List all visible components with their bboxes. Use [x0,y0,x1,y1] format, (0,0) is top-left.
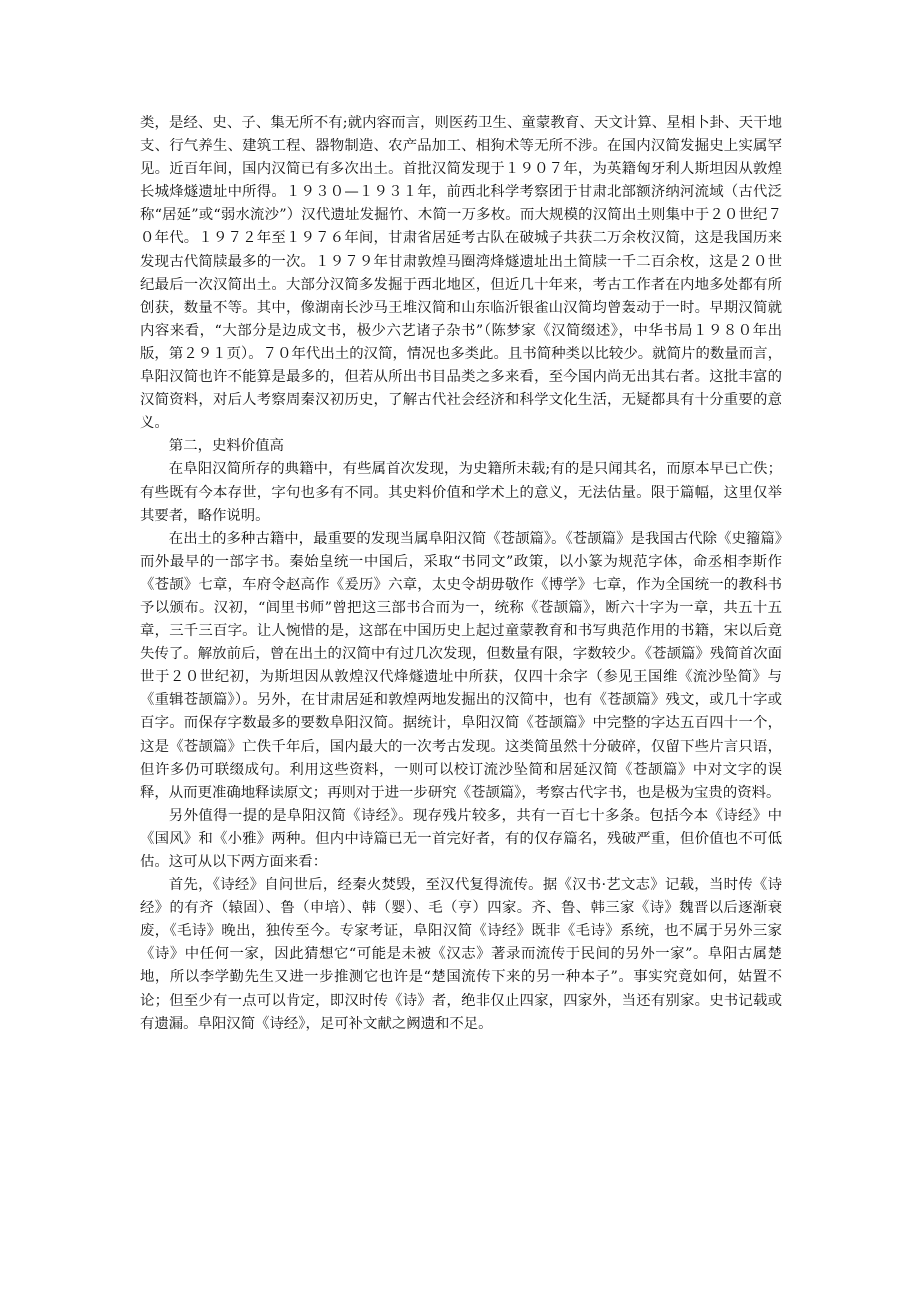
section-heading-second: 第二，史料价值高 [168,438,284,455]
paragraph-3: 在阜阳汉简所存的典籍中，有些属首次发现，为史籍所未载;有的是只闻其名，而原本早已亡佚；有些既有今本存世，字句也多有不同。其史料价值和学术上的意义，无法估量。限于篇幅，这里仅举其要者，略作说明。 [140,461,782,524]
paragraph-5: 另外值得一提的是阜阳汉简《诗经》。现存残片较多，共有一百七十多条。包括今本《诗经》中《国风》和《小雅》两种。但内中诗篇已无一首完好者，有的仅存篇名，残破严重，但价值也不可低估。这可从以下两方面来看： [140,807,782,870]
paragraph-1: 类，是经、史、子、集无所不有;就内容而言，则医药卫生、童蒙教育、天文计算、星相卜卦、天干地支、行气养生、建筑工程、器物制造、农产品加工、相狗术等无所不涉。在国内汉简发掘史上实属罕见。近百年间，国内汉简已有多次出土。首批汉简发现于１９０７年，为英籍匈牙利人斯坦因从敦煌长城烽燧遗址中所得。１９３０—１９３１年，前西北科学考察团于甘肃北部额济纳河流域（古代泛称“居延”或“弱水流沙”）汉代遗址发掘竹、木简一万多枚。而大规模的汉简出土则集中于２０世纪７０年代。１９７２年至１９７６年间，甘肃省居延考古队在破城子共获二万余枚汉简，这是我国历来发现古代简牍最多的一次。１９７９年甘肃敦煌马圈湾烽燧遗址出土简牍一千二百余枚，这是２０世纪最后一次汉简出土。大部分汉简多发掘于西北地区，但近几十年来，考古工作者在内地多处都有所创获，数量不等。其中，像湖南长沙马王堆汉简和山东临沂银雀山汉简均曾轰动于一时。早期汉简就内容来看，“大部分是边成文书，极少六艺诸子杂书”（陈梦家《汉简缀述》，中华书局１９８０年出版，第２９１页）。７０年代出土的汉简，情况也多类此。且书简种类以比较少。就简片的数量而言，阜阳汉简也许不能算是最多的，但若从所出书目品类之多来看，至今国内尚无出其右者。这批丰富的汉简资料，对后人考察周秦汉初历史，了解古代社会经济和科学文化生活，无疑都具有十分重要的意义。 [140,115,782,432]
document-body [140,112,782,1036]
paragraph-6: 首先，《诗经》自问世后，经秦火焚毁，至汉代复得流传。据《汉书·艺文志》记载，当时传《诗经》的有齐（辕固）、鲁（申培）、韩（婴）、毛（亨）四家。齐、鲁、韩三家《诗》魏晋以后逐渐衰废，《毛诗》晚出，独传至今。专家考证，阜阳汉简《诗经》既非《毛诗》系统，也不属于另外三家《诗》中任何一家，因此猜想它“可能是未被《汉志》著录而流传于民间的另外一家”。阜阳古属楚地，所以李学勤先生又进一步推测它也许是“楚国流传下来的另一种本子”。事实究竟如何，姑置不论；但至少有一点可以肯定，即汉时传《诗》者，绝非仅止四家，四家外，当还有别家。史书记载或有遗漏。阜阳汉简《诗经》，足可补文献之阙遗和不足。 [140,877,782,1032]
paragraph-4: 在出土的多种古籍中，最重要的发现当属阜阳汉简《苍颉篇》。《苍颉篇》是我国古代除《史籀篇》而外最早的一部字书。秦始皇统一中国后，采取“书同文”政策，以小篆为规范字体，命丞相李斯作《苍颉》七章，车府令赵高作《爰历》六章，太史令胡毋敬作《博学》七章，作为全国统一的教科书予以颁布。汉初，“闾里书师”曾把这三部书合而为一，统称《苍颉篇》，断六十字为一章，共五十五章，三千三百字。让人惋惜的是，这部在中国历史上起过童蒙教育和书写典范作用的书籍，宋以后竟失传了。解放前后，曾在出土的汉简中有过几次发现，但数量有限，字数较少。《苍颉篇》残简首次面世于２０世纪初，为斯坦因从敦煌汉代烽燧遗址中所获，仅四十余字（参见王国维《流沙坠简》与《重辑苍颉篇》）。另外，在甘肃居延和敦煌两地发掘出的汉简中，也有《苍颉篇》残文，或几十字或百字。而保存字数最多的要数阜阳汉简。据统计，阜阳汉简《苍颉篇》中完整的字达五百四十一个，这是《苍颉篇》亡佚千年后，国内最大的一次考古发现。这类简虽然十分破碎，仅留下些片言只语，但许多仍可联缀成句。利用这些资料，一则可以校订流沙坠简和居延汉简《苍颉篇》中对文字的误释，从而更准确地释读原文；再则对于进一步研究《苍颉篇》，考察古代字书，也是极为宝贵的资料。 [140,530,782,801]
